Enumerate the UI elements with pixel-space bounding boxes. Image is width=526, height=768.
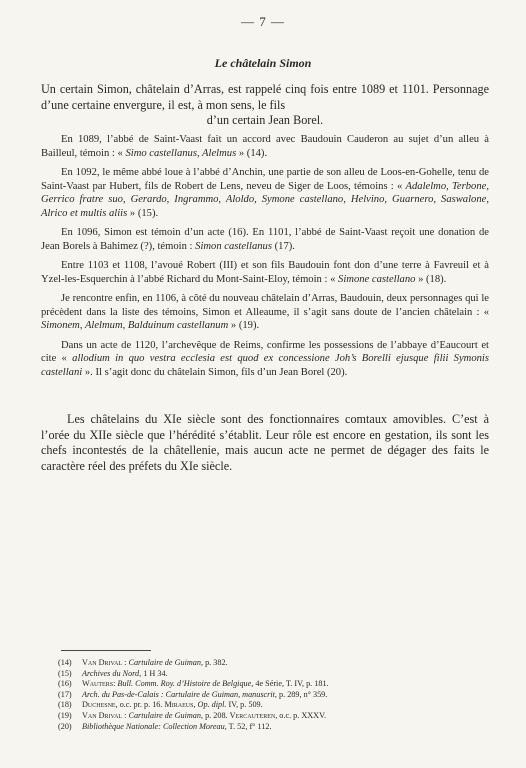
paragraph-text: » (19).	[228, 320, 260, 331]
footnote-number: (15)	[58, 668, 72, 678]
footnote-text: Archives du Nord, 1 H 34.	[82, 668, 168, 678]
footnote	[58, 690, 498, 701]
paragraph-text: » (18).	[415, 273, 447, 285]
footnote	[58, 658, 498, 669]
paragraph-text: Je rencontre enfin, en 1106, à côté du nouveau châtelain d’Arras, Baudouin, deux personnages qui le précèdent dans la liste des témoins, Simon et Alleaume, il s’agit sans doute de l’ancien châtelain : «	[41, 293, 489, 318]
footnote-text: Arch. du Pas-de-Calais : Cartulaire de Guiman, manuscrit, p. 289, n° 359.	[82, 689, 328, 699]
intro-paragraph	[41, 82, 489, 129]
paragraph-text: Entre 1103 et 1108, l’avoué Robert (III) et son fils Baudouin font don d’une terre à Favreuil et à Yzel-les-Esquerchin à l’abbé Richard du Mont-Saint-Eloy, témoin : «	[41, 260, 489, 285]
paragraph-1	[41, 133, 489, 160]
paragraph-text: En 1089, l’abbé de Saint-Vaast fait un accord avec Baudouin Cauderon au sujet d’un alleu à Bailleul, témoin : «	[41, 134, 489, 159]
footnote-number: (18)	[58, 700, 72, 710]
footnote	[58, 679, 498, 690]
paragraph-quote: Simonem, Alelmum, Balduinum castellanum	[41, 320, 229, 331]
footnote-number: (17)	[58, 689, 72, 699]
paragraph-text: En 1096, Simon est témoin d’un acte (16). En 1101, l’abbé de Saint-Vaast reçoit une donation de Jean Borels à Bahimez (?), témoin :	[41, 227, 489, 252]
paragraph-quote: Simone castellano	[338, 273, 416, 285]
paragraph-text: » (14).	[236, 147, 268, 159]
paragraph-text: » (15).	[127, 207, 159, 219]
footnote-text: Wauters: Bull. Comm. Roy. d’Histoire de Belgique, 4e Série, T. IV, p. 181.	[82, 679, 329, 689]
footnote-text: Duchesne, o.c. pr. p. 16. Miraeus, Op. dipl. IV, p. 509.	[82, 700, 263, 710]
paragraph-quote: allodium in quo vestra ecclesia est quod ex concessione Joh’s Borelli ejusque filii Symonis castellani	[41, 353, 489, 378]
footnotes	[58, 658, 498, 732]
footnote-number: (14)	[58, 658, 72, 667]
paragraph-text: Dans un acte de 1120, l’archevêque de Reims, confirme les possessions de l’abbaye d’Eaucourt et cite «	[41, 339, 489, 364]
footnote	[58, 700, 498, 711]
paragraph-text: (17).	[271, 240, 295, 252]
intro-text: Un certain Simon, châtelain d’Arras, est rappelé cinq fois entre 1089 et 1101. Personnage d’une certaine envergure, il est, à mon sens, le fils	[41, 82, 489, 112]
footnote-text: Van Drival : Cartulaire de Guiman, p. 382.	[82, 658, 228, 667]
paragraph-quote: Simon castellanus	[195, 240, 272, 252]
paragraph-5	[41, 292, 489, 333]
paragraph-6	[41, 339, 489, 380]
intro-last-line: d’un certain Jean Borel.	[206, 113, 324, 127]
footnote	[58, 669, 498, 680]
section-title: Le châtelain Simon	[214, 56, 312, 70]
page-number: — 7 —	[241, 14, 285, 29]
footnote	[58, 722, 498, 733]
paragraph-quote: Adalelmo, Terbone, Gerrico fratre suo, Gerardo, Ingrammo, Aloldo, Symone castellano, Helvino, Guarnero, Saswalone, Alrico et multis aliis	[41, 180, 489, 219]
footnote-divider	[61, 650, 151, 651]
footnote-number: (16)	[58, 679, 72, 689]
footnote-text: Van Drival : Cartulaire de Guiman, p. 208. Vercauteren, o.c. p. XXXV.	[82, 710, 326, 720]
paragraph-4	[41, 259, 489, 286]
paragraph-text: ». Il s’agit donc du châtelain Simon, fils d’un Jean Borel (20).	[82, 366, 348, 378]
body-text	[41, 133, 489, 385]
footnote	[58, 711, 498, 722]
paragraph-quote: Simo castellanus, Alelmus	[125, 147, 237, 159]
paragraph-text: En 1092, le même abbé loue à l’abbé d’Anchin, une partie de son alleu de Loos-en-Gohelle, tenu de Saint-Vaast par Hubert, fils de Robert de Lens, neveu de Siger de Loos, témoins : «	[41, 167, 489, 192]
paragraph-2	[41, 166, 489, 220]
footnote-number: (19)	[58, 710, 72, 720]
paragraph-3	[41, 226, 489, 253]
footnote-number: (20)	[58, 721, 72, 731]
footnote-text: Bibliothèque Nationale: Collection Moreau, T. 52, f° 112.	[82, 721, 272, 731]
conclusion-paragraph: Les châtelains du XIe siècle sont des fonctionnaires comtaux amovibles. C’est à l’orée du XIIe siècle que l’hérédité s’établit. Leur rôle est encore en gestation, ils sont les chefs incontestés de la châtellenie, mais aucun acte ne permet de dégager des faits le caractère réel des préfets du XIe siècle.	[41, 412, 489, 473]
